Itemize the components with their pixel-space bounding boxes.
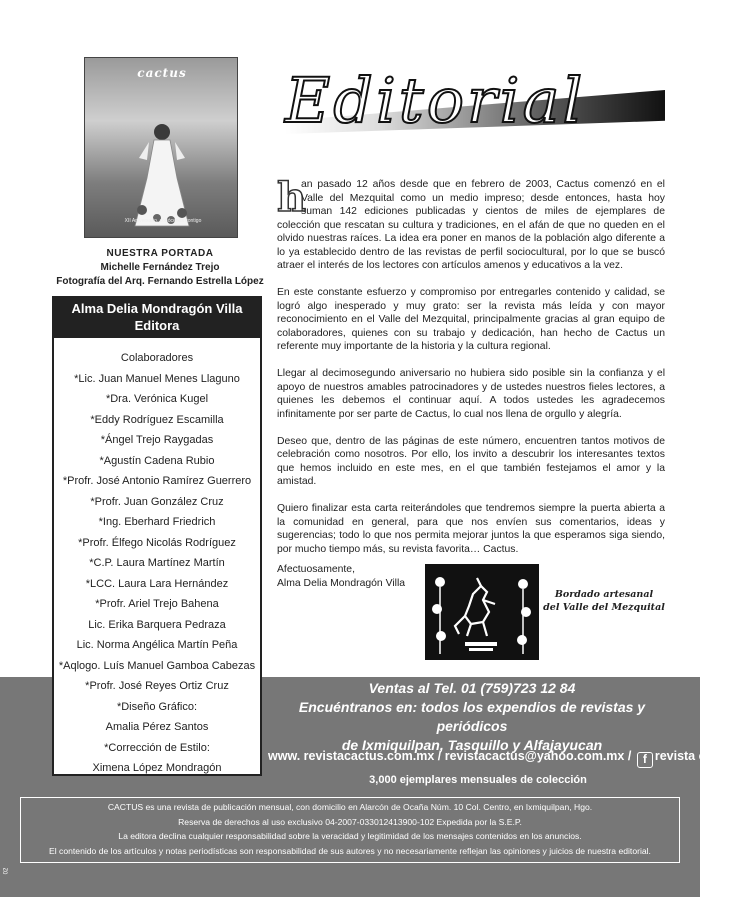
collaborators-list <box>54 338 260 779</box>
paragraph-1-text: an pasado 12 años desde que en febrero de 2003, Cactus comenzó en el Valle del Mezquital como un medio impreso; desde entonces, hasta hoy suman 142 ediciones publicadas y cientos de miles de ejemplares de colección que rescatan su cultura y tradiciones, en el afán de que no queden en el olvido nuestras raíces. La idea era poner en manos de la población algo diferente a lo ya establecido dentro de las revistas de perfil sociocultural, por lo que se buscó atraer el interés de los lectores con artículos amenos y educativos a la vez. <box>277 179 665 271</box>
page-title: Editorial <box>285 64 586 137</box>
find-us-line1: Encuéntranos en: todos los expendios de revistas y periódicos <box>298 699 646 734</box>
signature: Alma Delia Mondragón Villa <box>277 577 406 589</box>
copies-count: 3,000 ejemplares mensuales de colección <box>369 774 587 786</box>
list-item: *Profr. José Antonio Ramírez Guerrero <box>62 475 252 487</box>
cover-caption: XII Aniversario, conócenos contigo <box>124 218 202 224</box>
paragraph-5: Quiero finalizar esta carta reiterándoles que tendremos siempre la puerta abierta a la comunidad en general, para que nos envíen sus comentarios, ideas y sugerencias; todo lo que nos permita mejorar juntos la que esperamos siga siendo, por mucho tiempo más, su revista favorita… Cactus. <box>277 503 665 555</box>
paragraph-3: Llegar al decimosegundo aniversario no hubiera sido posible sin la confianza y el apoyo de nuestros amables patrocinadores y de ustedes nuestros fieles lectores, a quienes les debemos el continuar aquí. A todos ustedes les agradecemos infinitamente por ser parte de Cactus, lo cual nos llena de orgullo y alegría. <box>277 368 665 420</box>
separator: / <box>437 749 442 763</box>
legal-line-1: CACTUS es una revista de publicación mensual, con domicilio en Alarcón de Ocaña Núm. 10 Col. Centro, en Ixmiquilpan, Hgo. <box>107 802 593 812</box>
editorial-body <box>277 174 665 570</box>
list-item: *Eddy Rodríguez Escamilla <box>90 413 224 426</box>
list-item: *Aqlogo. Luís Manuel Gamboa Cabezas <box>58 659 256 672</box>
paragraph-4: Deseo que, dentro de las páginas de este número, encuentren tantos motivos de celebración como nosotros. Por ello, los invito a descubrir los interesantes textos que hemos incluido en este mes, en el que también festejamos el amor y la amistad. <box>277 435 665 487</box>
contact-links <box>268 747 738 768</box>
cover-figure-illustration <box>127 118 197 228</box>
list-item: *Agustín Cadena Rubio <box>99 454 215 467</box>
closing: Afectuosamente, <box>277 564 355 575</box>
cover-credits-model: Michelle Fernández Trejo <box>100 262 220 273</box>
sales-phone: Ventas al Tel. 01 (759)723 12 84 <box>368 680 576 696</box>
find-us-line2: de Ixmiquilpan, Tasquillo y Alfajayucan <box>341 737 603 753</box>
legal-line-2: Reserva de derechos al uso exclusivo 04-2007-033012413900-102 Expedida por la S.E.P. <box>178 816 522 827</box>
email-link[interactable]: revistacactus@yahoo.com.mx <box>444 749 625 763</box>
embroidery-caption <box>540 588 668 614</box>
list-item: *Corrección de Estilo: <box>104 741 210 754</box>
list-item: Lic. Erika Barquera Pedraza <box>88 618 226 631</box>
list-item: *Ángel Trejo Raygadas <box>100 434 214 446</box>
list-item: *LCC. Laura Lara Hernández <box>85 577 229 590</box>
legal-box <box>20 797 680 863</box>
cover-credits-title: NUESTRA PORTADA <box>106 248 214 259</box>
list-item: *Dra. Verónica Kugel <box>105 393 209 405</box>
editor-role: Editora <box>134 318 180 333</box>
list-item: Ximena López Mondragón <box>92 762 222 774</box>
facebook-link[interactable]: revista cactus <box>654 749 738 763</box>
legal-line-3: La editora declina cualquier responsabilidad sobre la veracidad y legitimidad de los mensajes contenidos en los anuncios. <box>118 831 582 841</box>
cover-credits-photo: Fotografía del Arq. Fernando Estrella López <box>56 276 264 287</box>
cover-logo: cactus <box>137 66 187 80</box>
separator: / <box>627 749 632 763</box>
list-item: *Profr. José Reyes Ortiz Cruz <box>85 680 229 692</box>
page-number: 02 <box>3 867 10 875</box>
list-item: *Profr. Ariel Trejo Bahena <box>95 598 219 610</box>
staff-box <box>52 296 262 776</box>
embroidery-image <box>425 564 539 660</box>
website-link[interactable]: www. revistacactus.com.mx <box>268 749 435 763</box>
list-item: *Profr. Juan González Cruz <box>90 495 224 508</box>
editorial-heading <box>285 64 665 144</box>
signature-block <box>277 563 405 590</box>
list-item: *C.P. Laura Martínez Martín <box>89 557 225 569</box>
paragraph-2: En este constante esfuerzo y compromiso por entregarles contenido y calidad, se logró algo inesperado y muy grato: ser la revista más leída y con mayor reconocimiento en el Valle del Mezquital, principalmente gracias al gran equipo de colaboradores, quienes con su trabajo y dedicación, han hecho de Cactus un referente muy importante de la historia y la cultura regional. <box>277 287 665 352</box>
embroidery-caption-line2: del Valle del Mezquital <box>543 602 665 613</box>
staff-box-header <box>54 298 260 338</box>
list-item: Lic. Norma Angélica Martín Peña <box>76 639 238 651</box>
drop-cap: h <box>277 174 307 221</box>
collaborators-heading: Colaboradores <box>120 352 194 364</box>
list-item: *Diseño Gráfico: <box>116 700 198 713</box>
cover-credits <box>40 247 280 289</box>
legal-line-4: El contenido de los artículos y notas periodísticas son responsabilidad de sus autores y no necesariamente reflejan las opiniones y juicios de nuestra editorial. <box>49 845 651 856</box>
cover-image <box>84 57 238 238</box>
sales-info <box>262 679 682 755</box>
paragraph-1 <box>277 174 665 273</box>
embroidery-caption-line1: Bordado artesanal <box>554 589 654 600</box>
editor-name: Alma Delia Mondragón Villa <box>71 301 243 316</box>
list-item: Amalia Pérez Santos <box>105 721 209 733</box>
list-item: *Lic. Juan Manuel Menes Llaguno <box>74 372 240 385</box>
facebook-icon[interactable]: f <box>637 752 653 768</box>
list-item: *Profr. Élfego Nicolás Rodríguez <box>78 536 236 549</box>
list-item: *Ing. Eberhard Friedrich <box>98 516 216 528</box>
